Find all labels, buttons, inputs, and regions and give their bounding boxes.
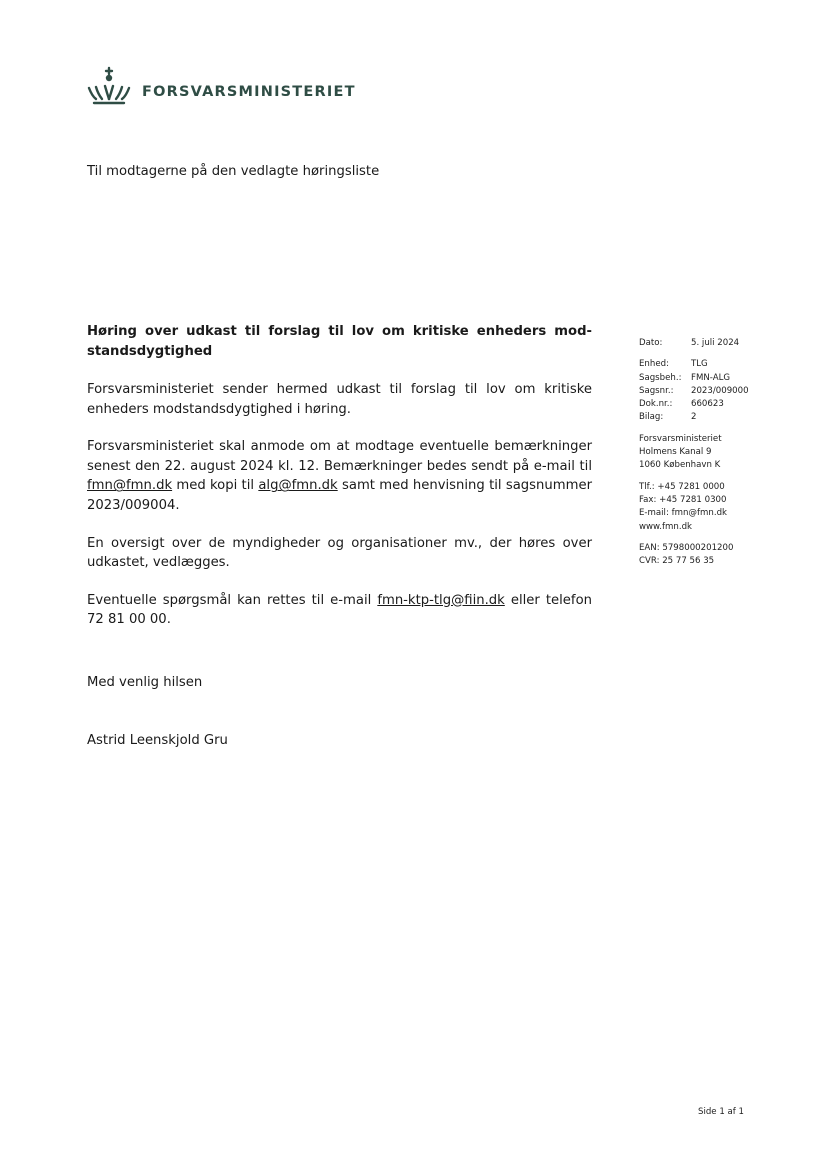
paragraph-3: En oversigt over de myndigheder og organisationer mv., der høres over udkastet, vedlægges. — [87, 535, 592, 571]
email-link-alg[interactable]: alg@fmn.dk — [258, 478, 338, 494]
case-value: FMN-ALG — [691, 372, 731, 383]
case-row-attachments — [639, 411, 749, 424]
paragraph-2-text-c: samt med henvisning til sagsnummer 2023/009004. — [87, 478, 592, 513]
case-label: Sagsnr.: — [639, 385, 674, 396]
case-value: 2 — [691, 412, 697, 423]
case-info-sidebar — [639, 337, 749, 576]
case-row-number — [639, 385, 749, 398]
recipient-line: Til modtagerne på den vedlagte høringsliste — [87, 164, 380, 179]
signature: Astrid Leenskjold Gru — [87, 733, 228, 748]
case-value: 2023/009000 — [691, 385, 749, 396]
greeting: Med venlig hilsen — [87, 675, 203, 690]
email-link-fmn[interactable]: fmn@fmn.dk — [87, 478, 173, 494]
contact-website[interactable]: www.fmn.dk — [639, 521, 693, 532]
address-line: Forsvarsministeriet — [639, 433, 722, 444]
letter-body — [87, 322, 592, 648]
paragraph-2 — [87, 437, 592, 515]
cvr-number: CVR: 25 77 56 35 — [639, 556, 715, 567]
contact-block — [639, 481, 749, 534]
date-row — [639, 337, 749, 350]
contact-fax: Fax: +45 7281 0300 — [639, 494, 727, 505]
date-block — [639, 337, 749, 350]
case-value: 660623 — [691, 399, 724, 410]
case-label: Bilag: — [639, 412, 664, 423]
case-value: TLG — [691, 359, 708, 370]
paragraph-2-text-b: med kopi til — [172, 478, 259, 494]
address-block — [639, 433, 749, 473]
case-row-docno — [639, 398, 749, 411]
ministry-logo — [86, 66, 356, 106]
contact-email[interactable]: E-mail: fmn@fmn.dk — [639, 508, 728, 519]
case-row-handler — [639, 372, 749, 385]
paragraph-4 — [87, 591, 592, 630]
ean-number: EAN: 5798000201200 — [639, 542, 734, 553]
letter-title: Høring over udkast til forslag til lov om kritiske enheders mod-standsdygtighed — [87, 324, 592, 359]
paragraph-4-text-a: Eventuelle spørgsmål kan rettes til e-mail — [87, 592, 378, 608]
case-label: Dok.nr.: — [639, 399, 673, 410]
paragraph-1: Forsvarsministeriet sender hermed udkast til forslag til lov om kritiske enheders modstandsdygtighed i høring. — [87, 382, 592, 417]
paragraph-4-text-b: eller telefon 72 81 00 00. — [87, 592, 592, 628]
date-value: 5. juli 2024 — [691, 338, 740, 348]
contact-phone: Tlf.: +45 7281 0000 — [639, 481, 725, 492]
email-link-ktp[interactable]: fmn-ktp-tlg@fiin.dk — [377, 592, 505, 608]
address-line: 1060 København K — [639, 460, 721, 471]
address-line: Holmens Kanal 9 — [639, 447, 712, 458]
logo-wordmark: FORSVARSMINISTERIET — [142, 84, 356, 100]
page-number: Side 1 af 1 — [698, 1107, 745, 1117]
date-label: Dato: — [639, 338, 663, 348]
paragraph-2-text-a: Forsvarsministeriet skal anmode om at modtage eventuelle bemærkninger senest den 22. august 2024 kl. 12. Bemærkninger bedes sendt på e-mail til — [87, 439, 592, 474]
ids-block — [639, 542, 749, 569]
case-label: Enhed: — [639, 359, 669, 370]
case-row-unit — [639, 358, 749, 371]
case-label: Sagsbeh.: — [639, 372, 682, 383]
crown-icon — [86, 66, 132, 106]
case-block — [639, 358, 749, 424]
